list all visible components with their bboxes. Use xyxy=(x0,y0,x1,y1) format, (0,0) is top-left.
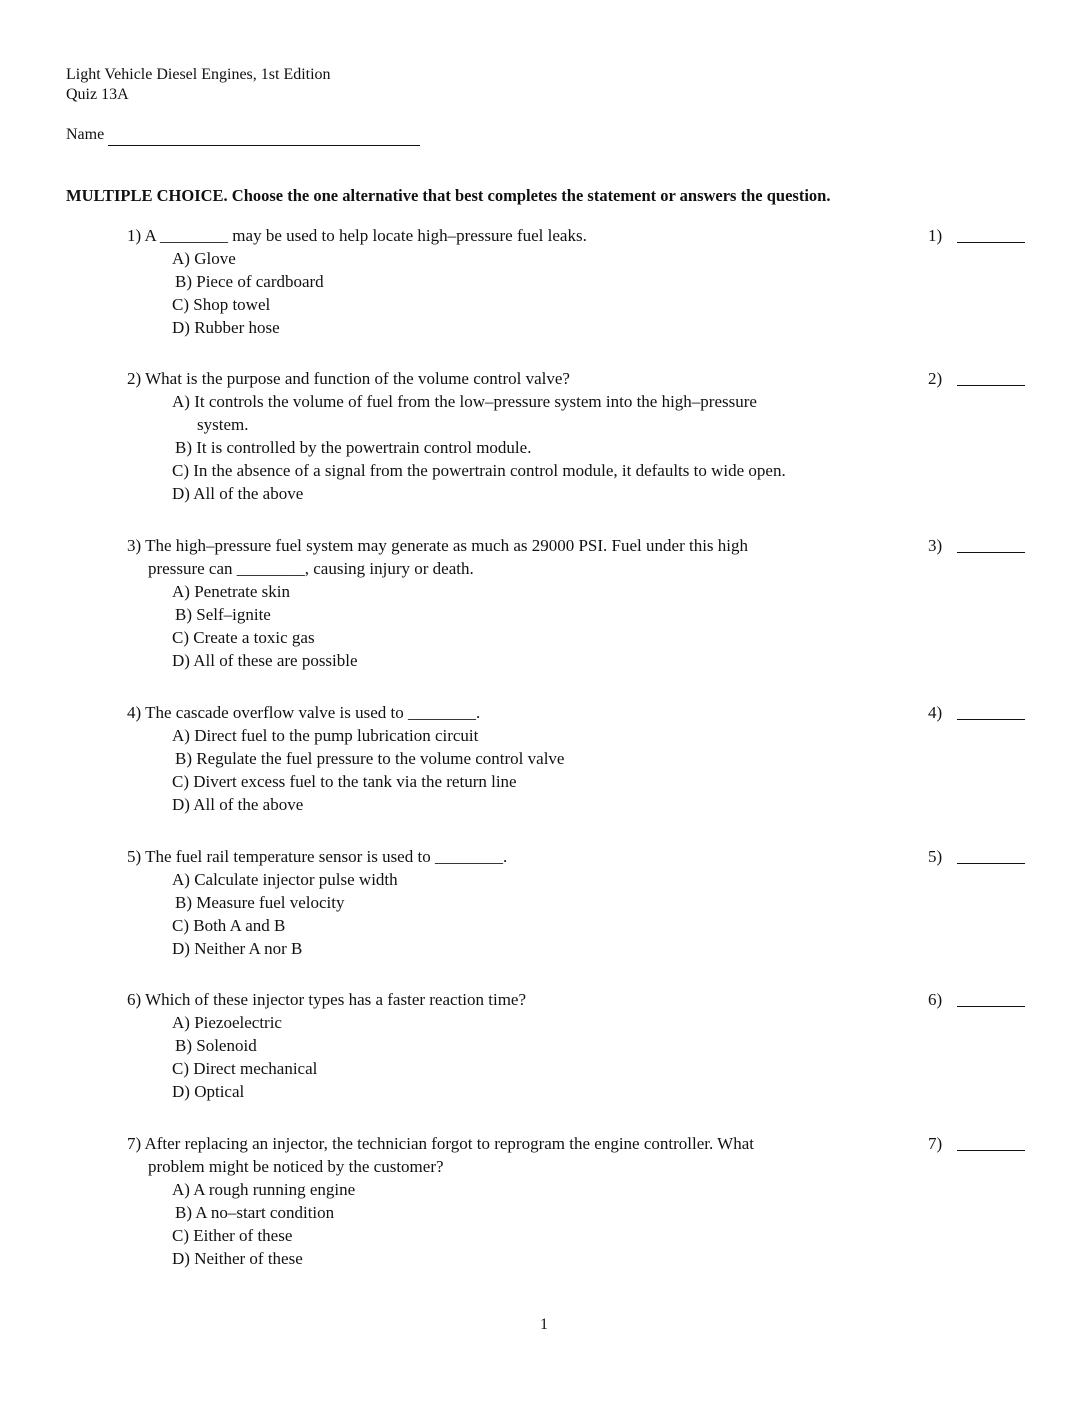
answer-blank[interactable] xyxy=(957,552,1025,553)
answer-blank[interactable] xyxy=(957,1006,1025,1007)
answer-option[interactable]: A) Direct fuel to the pump lubrication circuit xyxy=(172,726,479,745)
question-stem: 4) The cascade overflow valve is used to ________. xyxy=(127,703,481,722)
name-field-line[interactable] xyxy=(108,145,420,146)
answer-option[interactable]: C) Shop towel xyxy=(172,295,271,314)
question-stem: problem might be noticed by the customer? xyxy=(148,1157,444,1176)
answer-option[interactable]: D) Neither A nor B xyxy=(172,939,303,958)
question-stem: 1) A ________ may be used to help locate high–pressure fuel leaks. xyxy=(127,226,587,245)
answer-option[interactable]: C) Divert excess fuel to the tank via the return line xyxy=(172,772,517,791)
answer-option[interactable]: system. xyxy=(197,415,249,434)
instructions: MULTIPLE CHOICE. Choose the one alternative that best completes the statement or answers the question. xyxy=(66,186,831,205)
answer-blank[interactable] xyxy=(957,1150,1025,1151)
answer-blank[interactable] xyxy=(957,863,1025,864)
answer-blank[interactable] xyxy=(957,242,1025,243)
answer-option[interactable]: A) Piezoelectric xyxy=(172,1013,282,1032)
answer-number: 1) xyxy=(928,226,943,245)
page-number: 1 xyxy=(540,1316,548,1333)
answer-option[interactable]: C) In the absence of a signal from the powertrain control module, it defaults to wide open. xyxy=(172,461,786,480)
answer-option[interactable]: D) Rubber hose xyxy=(172,318,280,337)
answer-option[interactable]: B) It is controlled by the powertrain control module. xyxy=(175,438,532,457)
answer-option[interactable]: A) Glove xyxy=(172,249,236,268)
quiz-label: Quiz 13A xyxy=(66,86,129,103)
answer-number: 7) xyxy=(928,1134,943,1153)
answer-option[interactable]: C) Either of these xyxy=(172,1226,293,1245)
book-title: Light Vehicle Diesel Engines, 1st Edition xyxy=(66,66,331,83)
answer-option[interactable]: A) Calculate injector pulse width xyxy=(172,870,398,889)
answer-option[interactable]: D) All of the above xyxy=(172,795,304,814)
answer-option[interactable]: A) Penetrate skin xyxy=(172,582,291,601)
answer-blank[interactable] xyxy=(957,385,1025,386)
answer-option[interactable]: C) Both A and B xyxy=(172,916,286,935)
answer-option[interactable]: A) A rough running engine xyxy=(172,1180,356,1199)
answer-option[interactable]: C) Create a toxic gas xyxy=(172,628,315,647)
question-stem: 7) After replacing an injector, the technician forgot to reprogram the engine controller. What xyxy=(127,1134,754,1153)
answer-option[interactable]: D) All of these are possible xyxy=(172,651,358,670)
answer-number: 4) xyxy=(928,703,943,722)
answer-number: 6) xyxy=(928,990,943,1009)
question-stem: 5) The fuel rail temperature sensor is used to ________. xyxy=(127,847,508,866)
question-stem: 2) What is the purpose and function of the volume control valve? xyxy=(127,369,570,388)
answer-option[interactable]: B) Self–ignite xyxy=(175,605,271,624)
name-label: Name xyxy=(66,126,105,143)
answer-option[interactable]: B) Measure fuel velocity xyxy=(175,893,345,912)
answer-option[interactable]: B) Piece of cardboard xyxy=(175,272,324,291)
answer-number: 5) xyxy=(928,847,943,866)
answer-option[interactable]: D) Optical xyxy=(172,1082,245,1101)
question-stem: 6) Which of these injector types has a faster reaction time? xyxy=(127,990,527,1009)
answer-blank[interactable] xyxy=(957,719,1025,720)
answer-option[interactable]: B) A no–start condition xyxy=(175,1203,335,1222)
answer-number: 2) xyxy=(928,369,943,388)
answer-option[interactable]: D) Neither of these xyxy=(172,1249,303,1268)
answer-option[interactable]: D) All of the above xyxy=(172,484,304,503)
answer-option[interactable]: C) Direct mechanical xyxy=(172,1059,318,1078)
answer-option[interactable]: B) Solenoid xyxy=(175,1036,257,1055)
answer-option[interactable]: B) Regulate the fuel pressure to the volume control valve xyxy=(175,749,565,768)
question-stem: 3) The high–pressure fuel system may generate as much as 29000 PSI. Fuel under this high xyxy=(127,536,749,555)
question-stem: pressure can ________, causing injury or death. xyxy=(148,559,474,578)
answer-option[interactable]: A) It controls the volume of fuel from the low–pressure system into the high–pressure xyxy=(172,392,757,411)
answer-number: 3) xyxy=(928,536,943,555)
